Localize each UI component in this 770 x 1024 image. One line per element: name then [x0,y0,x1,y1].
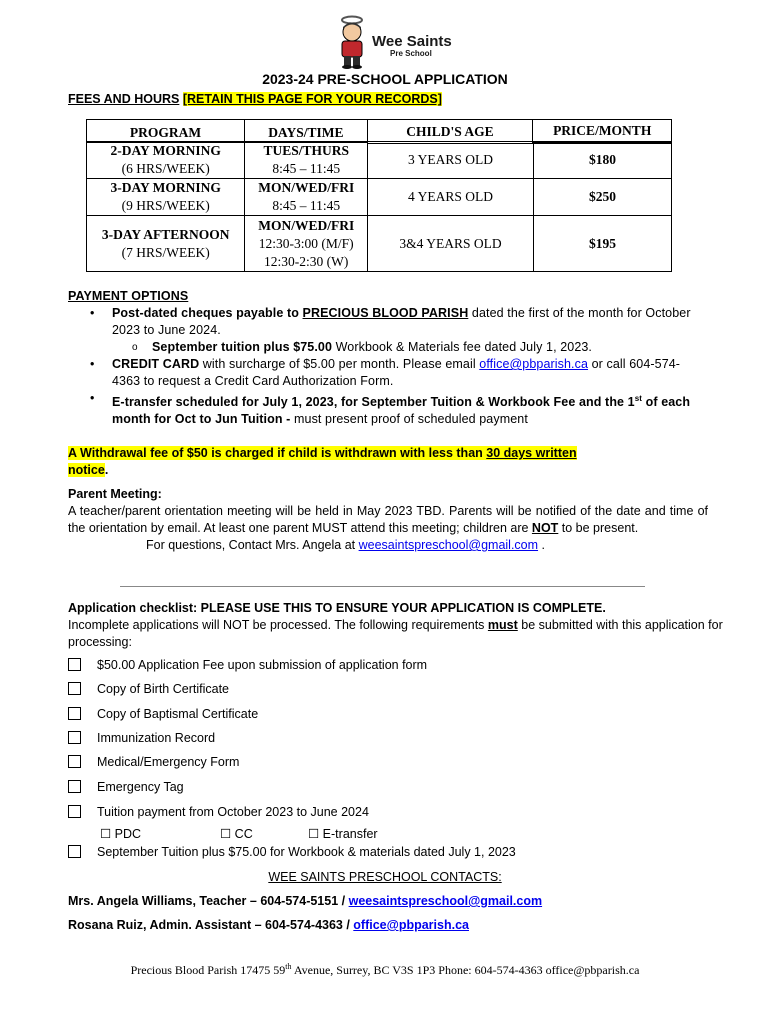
age-cell: 3 YEARS OLD [368,142,534,179]
days-cell [245,120,368,143]
parent-meeting-not: NOT [531,521,559,535]
program-cell [87,216,245,272]
age-cell: 4 YEARS OLD [368,179,534,216]
program-name: 2-DAY MORNING [110,143,221,158]
program-time-wed: 12:30-2:30 (W) [264,253,349,269]
teacher-email-link[interactable]: weesaintspreschool@gmail.com [348,894,543,908]
etransfer-rest: must present proof of scheduled payment [294,412,528,427]
fees-row [87,216,672,272]
price-cell: $180 [533,142,671,179]
footer-text2: Avenue, Surrey, BC V3S 1P3 Phone: 604-574-4363 office@pbparish.ca [291,963,640,977]
checklist-item-label: Tuition payment from October 2023 to June 2024 [97,805,369,819]
program-time: 8:45 – 11:45 [272,161,341,176]
program-hours: (9 HRS/WEEK) [121,198,210,213]
payment-method-options [100,826,378,842]
fees-row [87,179,672,216]
admin-email-link[interactable]: office@pbparish.ca [353,918,469,932]
checklist-header [68,600,728,651]
logo-line1: Wee Saints [372,33,452,50]
checkbox[interactable] [68,805,81,818]
parent-meeting-text: A teacher/parent orientation meeting will be held in May 2023 TBD. Parents will be notified of the date and time of the orientation by email. At least one parent MUST attend this meeting; children are [68,504,708,535]
logo-line2: Pre School [390,49,432,58]
credit-card-text: with surcharge of $5.00 per month. Please email [199,357,480,371]
option-etransfer[interactable]: ☐ E-transfer [308,827,378,841]
section-divider [120,586,645,587]
checklist-intro-text: Incomplete applications will NOT be processed. The following requirements [68,618,488,632]
teacher-text: Mrs. Angela Williams, Teacher – 604-574-5151 / [68,894,349,908]
payment-item-cheques [112,305,708,356]
parent-meeting-text-end: to be present. [558,521,639,535]
withdrawal-notice-word: notice [68,463,105,477]
checklist-item-label: Copy of Birth Certificate [97,682,229,696]
page-title: 2023-24 PRE-SCHOOL APPLICATION [262,71,508,87]
program-hours: (7 HRS/WEEK) [121,244,210,260]
option-pdc[interactable]: ☐ PDC [100,827,142,841]
program-hours: (6 HRS/WEEK) [121,161,210,176]
program-name: 3-DAY MORNING [110,180,221,195]
checkbox[interactable] [68,755,81,768]
checklist-item-label: Immunization Record [97,731,216,745]
contacts-heading: WEE SAINTS PRESCHOOL CONTACTS: [268,870,502,884]
etransfer-bold1: E-transfer scheduled for July 1, 2023, for September Tuition & Workbook Fee and the 1 [112,395,635,410]
admin-text: Rosana Ruiz, Admin. Assistant – 604-574-4363 / [68,918,354,932]
payment-item-etransfer [112,390,708,428]
program-cell [87,179,245,216]
price-cell: $250 [533,179,671,216]
program-days: MON/WED/FRI [258,217,355,233]
footer [0,962,770,978]
footer-sup: th [285,962,292,971]
fees-table-row [87,120,672,143]
program-days: MON/WED/FRI [258,180,355,195]
age-cell: 3&4 YEARS OLD [368,216,534,272]
payment-subitem-september [112,339,708,356]
checkbox[interactable] [68,658,81,671]
checkbox[interactable] [68,731,81,744]
fees-table-body [86,141,672,272]
withdrawal-notice [68,445,708,479]
days-cell [245,179,368,216]
checklist-intro-end: be submitted with this application for processing: [68,618,723,649]
logo-wordmark [372,34,452,59]
contact-teacher [68,893,542,910]
cheques-bold: Post-dated cheques payable to [112,306,303,320]
checkbox[interactable] [68,845,81,858]
september-bold: September tuition plus $75.00 [152,340,333,354]
september-text: Workbook & Materials fee dated July 1, 2023. [332,340,592,354]
withdrawal-text: A Withdrawal fee of $50 is charged if child is withdrawn with less than [68,446,487,460]
payment-item-credit-card [112,356,708,390]
credit-card-rest: or call 604-574-4363 to request a Credit Card Authorization Form. [112,357,681,388]
parish-name: PRECIOUS BLOOD PARISH [302,306,469,320]
program-cell [87,120,245,143]
checklist-intro [68,617,728,651]
credit-card-bold: CREDIT CARD [112,357,200,371]
parent-meeting-body [68,503,708,537]
age-header: CHILD'S AGE [367,120,533,144]
checklist-item-label: $50.00 Application Fee upon submission of application form [97,658,428,672]
days-cell [245,216,368,272]
checkbox[interactable] [68,707,81,720]
fees-heading [68,92,442,106]
office-email-link[interactable]: office@pbparish.ca [479,357,589,371]
etransfer-sup: st [634,394,643,403]
program-time: 8:45 – 11:45 [272,198,341,213]
days-cell [245,142,368,179]
questions-end: . [538,538,545,552]
program-time: 12:30-3:00 (M/F) [258,235,354,251]
parent-meeting [68,486,708,554]
program-header: PROGRAM [129,125,202,140]
parent-meeting-heading: Parent Meeting: [68,487,162,501]
footer-text1: Precious Blood Parish 17475 59 [130,963,286,977]
contact-admin [68,917,469,934]
payment-heading: PAYMENT OPTIONS [68,289,189,303]
checkbox[interactable] [68,682,81,695]
checkbox[interactable] [68,780,81,793]
fees-heading-label: FEES AND HOURS [68,92,180,106]
withdrawal-end: . [104,463,109,477]
checklist-item-label: Copy of Baptismal Certificate [97,707,259,721]
checklist-item-label: September Tuition plus $75.00 for Workbook & materials dated July 1, 2023 [97,845,516,859]
option-cc[interactable]: ☐ CC [220,827,253,841]
payment-list [68,305,708,428]
program-name: 3-DAY AFTERNOON [101,226,230,242]
program-cell [87,142,245,179]
price-cell: $195 [533,216,671,272]
questions-text: For questions, Contact Mrs. Angela at [146,538,359,552]
checklist-item-label: Medical/Emergency Form [97,755,240,769]
preschool-email-link[interactable]: weesaintspreschool@gmail.com [358,538,539,552]
etransfer-bold2: of each month for Oct to Jun Tuition - [112,395,691,427]
payment-options [68,288,708,428]
days-header: DAYS/TIME [268,125,344,140]
checklist-item-label: Emergency Tag [97,780,184,794]
cheques-text: dated the first of the month for October 2023 to June 2024. [112,306,691,337]
price-header: PRICE/MONTH [533,120,672,143]
fees-row [87,142,672,179]
fees-heading-note: [RETAIN THIS PAGE FOR YOUR RECORDS] [182,92,442,106]
checklist-must: must [487,618,518,632]
questions-contact [68,537,708,554]
withdrawal-days: 30 days written [486,446,577,460]
checklist-heading: Application checklist: PLEASE USE THIS TO ENSURE YOUR APPLICATION IS COMPLETE. [68,601,606,615]
program-days: TUES/THURS [263,143,349,158]
